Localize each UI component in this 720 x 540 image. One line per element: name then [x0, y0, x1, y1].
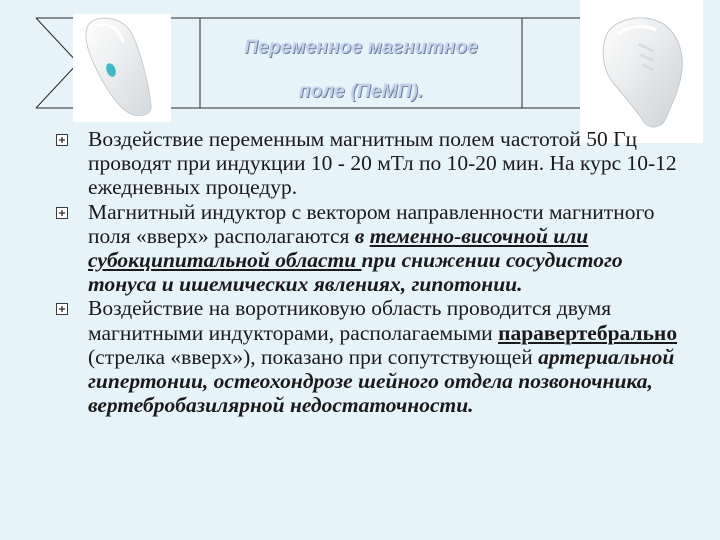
- list-item: [56, 296, 686, 417]
- slide-title-line-2: поле (ПеМП).: [298, 81, 424, 102]
- emphasis-text: при снижении сосудистого тонуса и ишемических явлениях, гипотонии.: [88, 248, 623, 297]
- bullet-list: [56, 127, 686, 417]
- magnetic-inductor-image-right: [580, 0, 703, 143]
- magnetic-inductor-image-left: [73, 14, 171, 122]
- boxed-plus-bullet-icon: [56, 303, 68, 315]
- list-item-text: Воздействие на воротниковую область проводится двумя магнитными индукторами, располагаемыми: [88, 296, 612, 345]
- underlined-emphasis-text: теменно-височной или субокципитальной области: [88, 223, 589, 273]
- list-item-text: Магнитный индуктор с вектором направленности магнитного поля «вверх» располагаются: [88, 199, 655, 248]
- list-item: [56, 127, 686, 200]
- bold-underlined-text: паравертебрально: [498, 320, 678, 345]
- emphasis-text: артериальной гипертонии, остеохондрозе шейного отдела позвоночника, вертебробазилярной недостаточности.: [88, 344, 675, 418]
- boxed-plus-bullet-icon: [56, 134, 68, 146]
- list-item-text: Воздействие переменным магнитным полем частотой 50 Гц проводят при индукции 10 - 20 мТл по 10-20 мин. На курс 10-12 ежедневных процедур.: [88, 127, 677, 200]
- boxed-plus-bullet-icon: [56, 207, 68, 219]
- list-item: [56, 200, 686, 297]
- slide-title-line-1: Переменное магнитное: [244, 37, 478, 58]
- emphasis-text: в: [354, 223, 370, 248]
- list-item-text: (стрелка «вверх»), показано при сопутствующей: [88, 344, 539, 369]
